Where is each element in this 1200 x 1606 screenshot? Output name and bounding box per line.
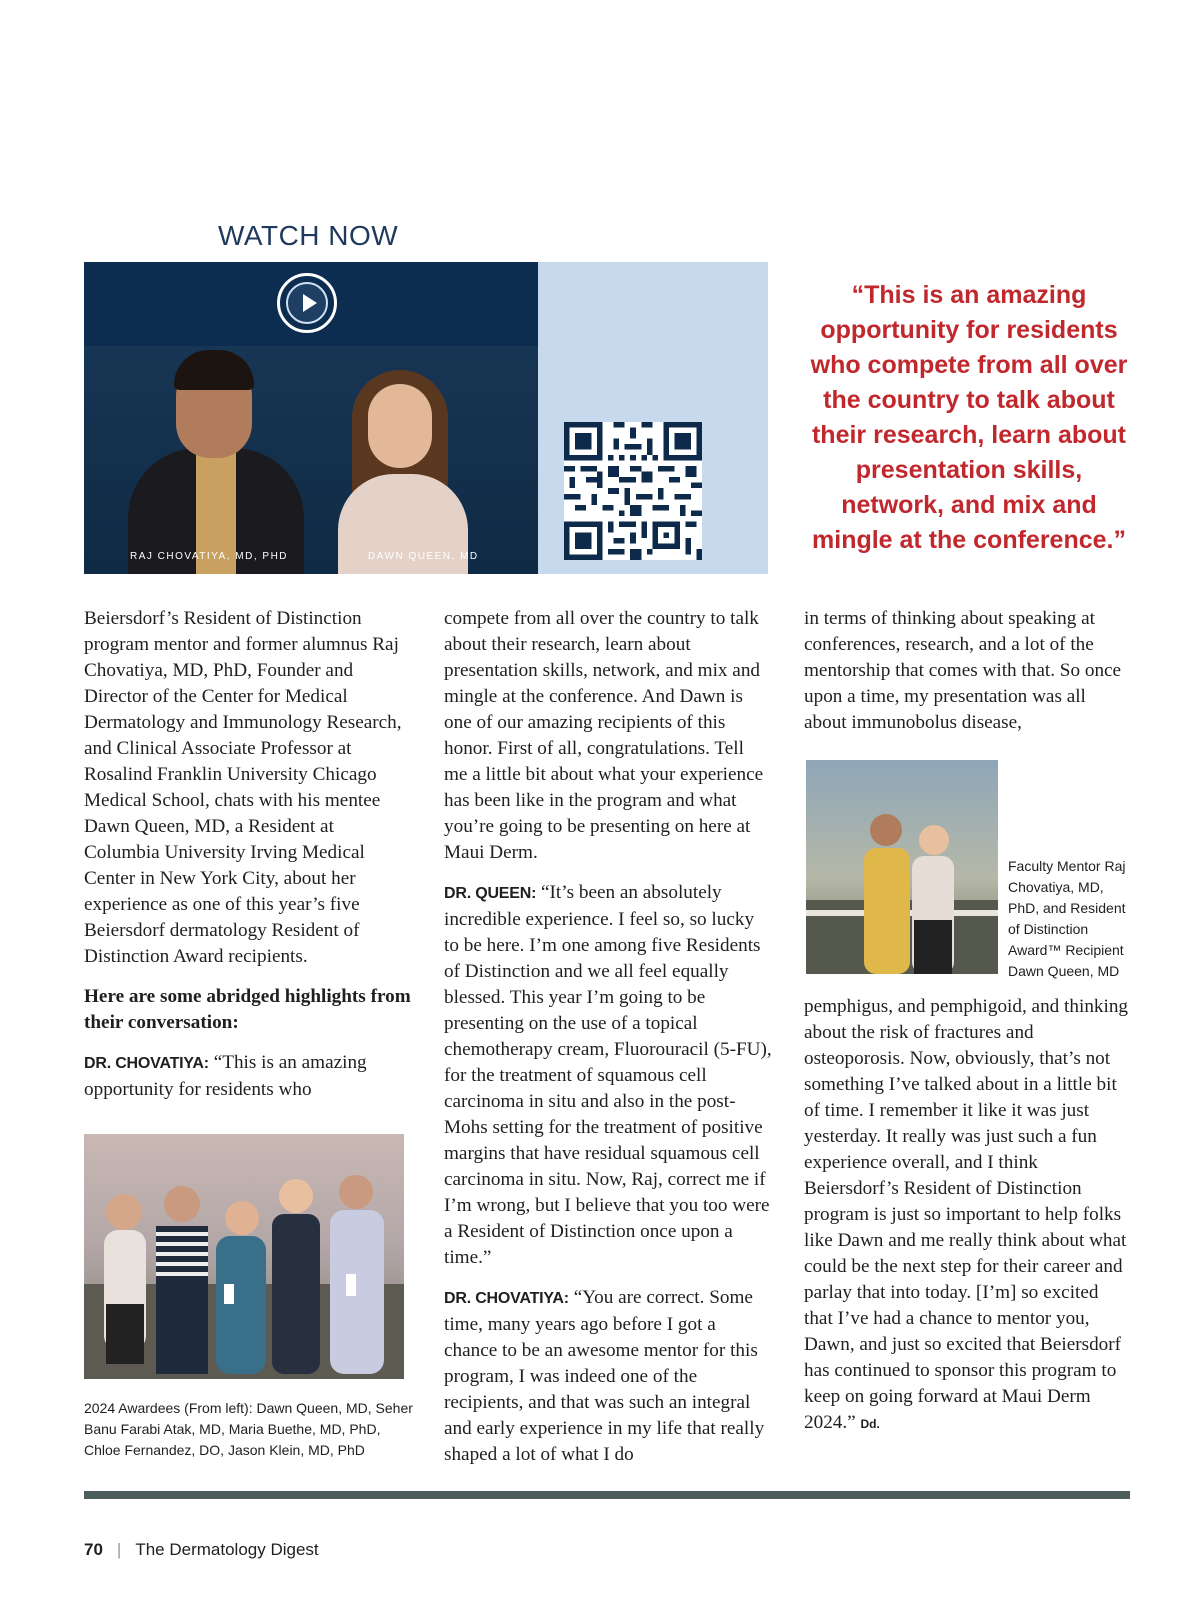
- video-person-left-hair: [174, 350, 254, 390]
- column3-end-paragraph: [804, 994, 1130, 1437]
- play-button[interactable]: [277, 273, 337, 333]
- chovatiya-paragraph-1: [84, 1050, 412, 1103]
- column-2: [444, 606, 772, 1482]
- footer-separator: |: [116, 1540, 122, 1559]
- qr-panel: [538, 262, 768, 574]
- mentor-mentee-photo-caption: Faculty Mentor Raj Chovatiya, MD, PhD, and Resident of Distinction Award™ Recipient Dawn Queen, MD: [1008, 858, 1126, 979]
- qr-code-icon[interactable]: [564, 422, 702, 560]
- play-icon: [286, 282, 328, 324]
- video-name-right: DAWN QUEEN, MD: [368, 551, 479, 562]
- end-mark: Dd.: [860, 1417, 880, 1431]
- column-3-bottom: [804, 994, 1130, 1451]
- column3-continued: in terms of thinking about speaking at conferences, research, and a lot of the mentorship that comes with that. So once upon a time, my presentation was all about immunobolus disease,: [804, 608, 1122, 733]
- watch-now-heading: WATCH NOW: [218, 220, 399, 251]
- video-name-left: RAJ CHOVATIYA, MD, PHD: [130, 551, 289, 562]
- video-thumbnail[interactable]: [84, 262, 538, 574]
- publication-name: The Dermatology Digest: [135, 1540, 319, 1559]
- speaker-text: “This is an amazing opportunity for residents who: [84, 1052, 367, 1100]
- column3-end-text: pemphigus, and pemphigoid, and thinking about the risk of fractures and osteoporosis. Now, obviously, that’s not something I’ve talked about in a little bit of time. I remember it like it was just yesterday. It really was just such a fun experience overall, and I think Beiersdorf’s Resident of Distinction program is just so important to help folks like Dawn and me really think about what could be the next step for their career and parlay that into today. [I’m] so excited that I’ve had a chance to mentor you, Dawn, and just so excited that Beiersdorf has continued to sponsor this program to keep on going forward at Maui Derm 2024.”: [804, 996, 1129, 1433]
- awardees-group-photo: [84, 1134, 404, 1379]
- awardees-photo-caption: 2024 Awardees (From left): Dawn Queen, MD, Seher Banu Farabi Atak, MD, Maria Buethe, MD, PhD, Chloe Fernandez, DO, Jason Klein, MD, PhD: [84, 1400, 413, 1458]
- column2-continued: compete from all over the country to talk about their research, learn about presentation skills, network, and mix and mingle at the conference. And Dawn is one of our amazing recipients of this honor. First of all, congratulations. Tell me a little bit about what your experience has been like in the program and what you’re going to be presenting on here at Maui Derm.: [444, 608, 764, 863]
- intro-paragraph: Beiersdorf’s Resident of Distinction program mentor and former alumnus Raj Chovatiya, MD, PhD, Founder and Director of the Center for Medical Dermatology and Immunology Research, and Clinical Associate Professor at Rosalind Franklin University Chicago Medical School, chats with his mentee Dawn Queen, MD, a Resident at Columbia University Irving Medical Center in New York City, about her experience as one of this year’s five Beiersdorf dermatology Resident of Distinction Award recipients.: [84, 608, 402, 967]
- speaker-label: DR. CHOVATIYA:: [84, 1055, 209, 1072]
- highlights-lead: Here are some abridged highlights from their conversation:: [84, 986, 411, 1033]
- footer-rule: [84, 1491, 1130, 1499]
- column-3-top: [804, 606, 1130, 750]
- page-footer: [84, 1540, 319, 1560]
- page-number: 70: [84, 1540, 103, 1559]
- speaker-label: DR. QUEEN:: [444, 885, 537, 902]
- mentor-mentee-photo: [806, 760, 998, 974]
- speaker-text: “It’s been an absolutely incredible experience. I feel so, so lucky to be here. I’m one among five Residents of Distinction and we all feel equally blessed. This year I’m going to be presenting on the use of a topical chemotherapy cream, Fluorouracil (5-FU), for the treatment of squamous cell carcinoma in situ and also in the post-Mohs setting for the treatment of positive margins that have residual squamous cell carcinoma in situ. Now, Raj, correct me if I’m wrong, but I believe that you too were a Resident of Distinction once upon a time.”: [444, 882, 772, 1268]
- chovatiya-paragraph-2: [444, 1285, 772, 1468]
- queen-paragraph: [444, 880, 772, 1271]
- speaker-text: “You are correct. Some time, many years ago before I got a chance to be an awesome mentor for this program, I was indeed one of the recipients, and that was such an integral and early experience in my life that really shaped a lot of what I do: [444, 1287, 765, 1465]
- column-1: [84, 606, 412, 1117]
- speaker-label: DR. CHOVATIYA:: [444, 1290, 569, 1307]
- pull-quote: “This is an amazing opportunity for residents who compete from all over the country to talk about their research, learn about presentation skills, network, and mix and mingle at the conference.”: [810, 281, 1128, 554]
- video-person-right-head: [368, 384, 432, 468]
